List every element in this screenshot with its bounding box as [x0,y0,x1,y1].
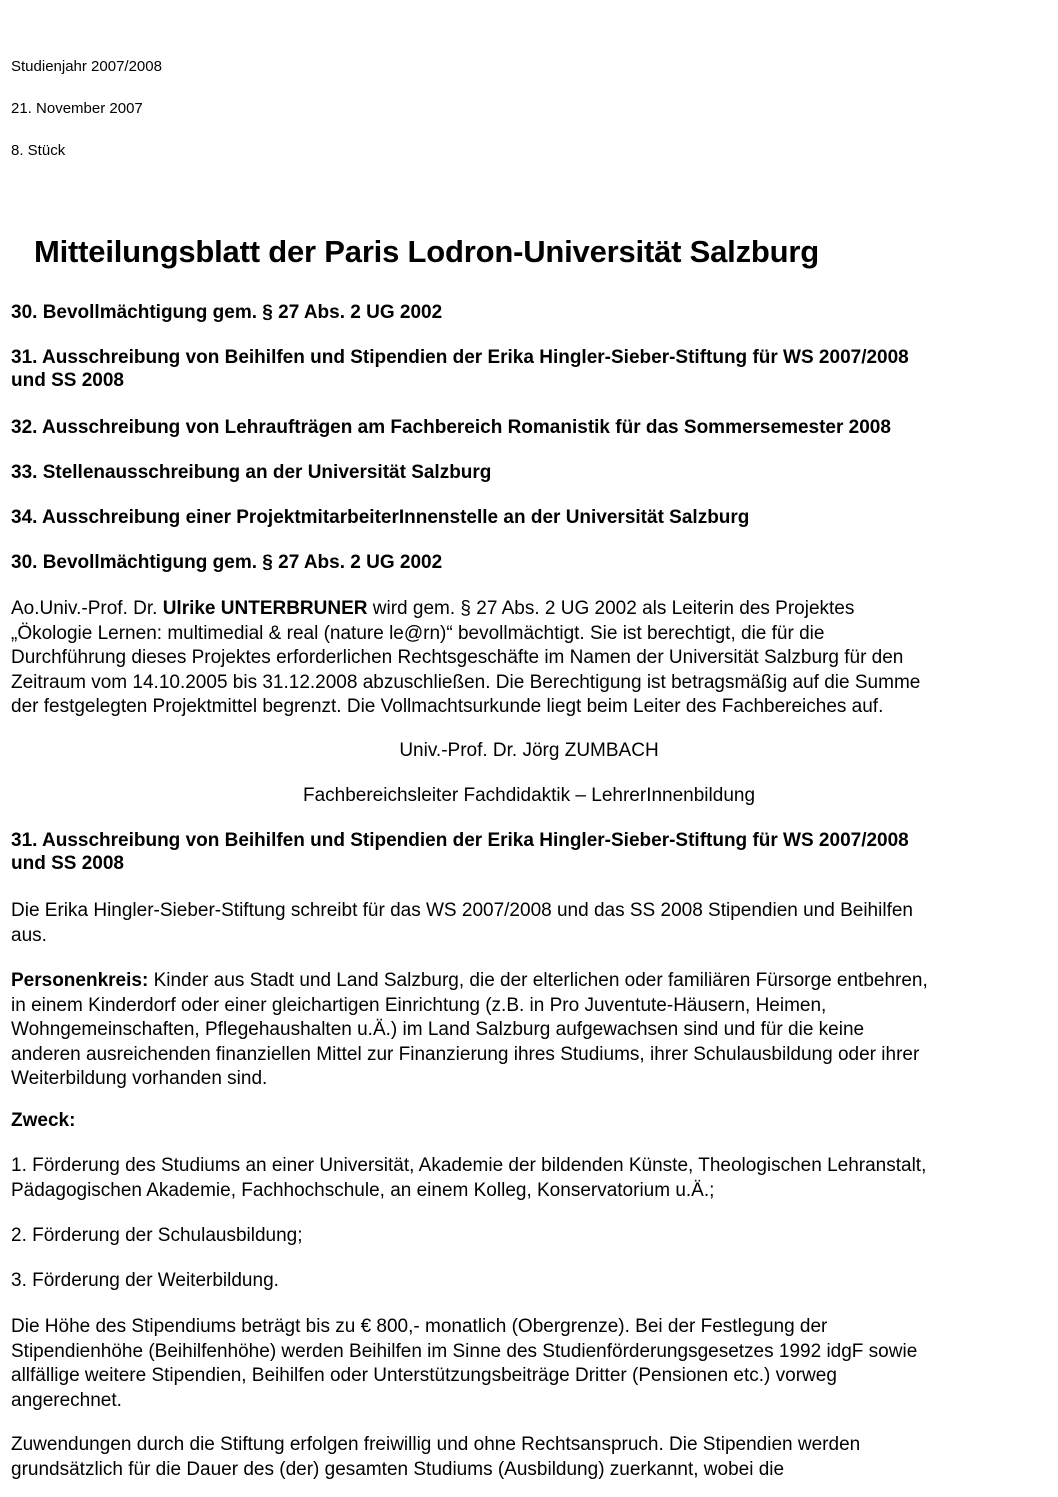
zuwendungen-paragraph: Zuwendungen durch die Stiftung erfolgen freiwillig und ohne Rechtsanspruch. Die Stipendien werden grundsätzlich für die Dauer des (der) gesamten Studiums (Ausbildung) zuerkannt, wobei die [11,1434,861,1480]
page-title: Mitteilungsblatt der Paris Lodron-Universität Salzburg [34,234,819,269]
toc-item-31: 31. Ausschreibung von Beihilfen und Stipendien der Erika Hingler-Sieber-Stiftung für WS 2007/2008 und SS 2008 [11,347,909,391]
issue-number: 8. Stück [11,142,66,159]
zweck-label: Zweck: [11,1110,76,1131]
toc-item-34: 34. Ausschreibung einer ProjektmitarbeiterInnenstelle an der Universität Salzburg [11,507,750,528]
signature-role: Fachbereichsleiter Fachdidaktik – LehrerInnenbildung [302,785,756,806]
zweck-item-1: 1. Förderung des Studiums an einer Universität, Akademie der bildenden Künste, Theologischen Lehranstalt, Pädagogischen Akademie, Fachhochschule, an einem Kolleg, Konservatorium u.Ä.; [11,1155,927,1201]
stipend-amount-paragraph: Die Höhe des Stipendiums beträgt bis zu € 800,- monatlich (Obergrenze). Bei der Festlegung der Stipendienhöhe (Beihilfenhöhe) werden Beihilfen im Sinne des Studienförderungsgesetzes 1992 idgF sowie allfällige weitere Stipendien, Beihilfen oder Unterstützungsbeiträge Dritter (Pensionen etc.) vorweg angerechnet. [11,1316,918,1411]
section-31-intro: Die Erika Hingler-Sieber-Stiftung schreibt für das WS 2007/2008 und das SS 2008 Stipendien und Beihilfen aus. [11,900,913,946]
personenkreis-paragraph: Personenkreis: Kinder aus Stadt und Land Salzburg, die der elterlichen oder familiären Fürsorge entbehren, in einem Kinderdorf oder einer gleichartigen Einrichtung (z.B. in Pro Juventute-Häusern, Heimen, Wohngemeinschaften, Pflegehaushalten u.Ä.) im Land Salzburg aufgewachsen sind und für die keine anderen ausreichenden finanziellen Mittel zur Finanzierung ihres Studiums, ihrer Schulausbildung oder ihrer Weiterbildung vorhanden sind. [11,970,928,1089]
section-31-heading: 31. Ausschreibung von Beihilfen und Stipendien der Erika Hingler-Sieber-Stiftung für WS 2007/2008 und SS 2008 [11,830,909,874]
toc-item-30: 30. Bevollmächtigung gem. § 27 Abs. 2 UG 2002 [11,302,443,323]
toc-item-33: 33. Stellenausschreibung an der Universität Salzburg [11,462,492,483]
section-30-heading: 30. Bevollmächtigung gem. § 27 Abs. 2 UG 2002 [11,552,443,573]
personenkreis-label: Personenkreis: [11,970,149,991]
issue-date: 21. November 2007 [11,100,143,117]
section-30-body: Ao.Univ.-Prof. Dr. Ulrike UNTERBRUNER wird gem. § 27 Abs. 2 UG 2002 als Leiterin des Projektes „Ökologie Lernen: multimedial & real (nature le@rn)“ bevollmächtigt. Sie ist berechtigt, die für die Durchführung dieses Projektes erforderlichen Rechtsgeschäfte im Namen der Universität Salzburg für den Zeitraum vom 14.10.2005 bis 31.12.2008 abzuschließen. Die Berechtigung ist betragsmäßig auf die Summe der festgelegten Projektmittel begrenzt. Die Vollmachtsurkunde liegt beim Leiter des Fachbereiches auf. [11,598,921,717]
zweck-item-3: 3. Förderung der Weiterbildung. [11,1270,279,1291]
zweck-item-2: 2. Förderung der Schulausbildung; [11,1225,303,1246]
signature-name: Univ.-Prof. Dr. Jörg ZUMBACH [399,740,659,761]
academic-year: Studienjahr 2007/2008 [11,58,162,75]
authorized-person-name: Ulrike UNTERBRUNER [162,598,368,619]
toc-item-32: 32. Ausschreibung von Lehraufträgen am Fachbereich Romanistik für das Sommersemester 2008 [11,417,891,438]
